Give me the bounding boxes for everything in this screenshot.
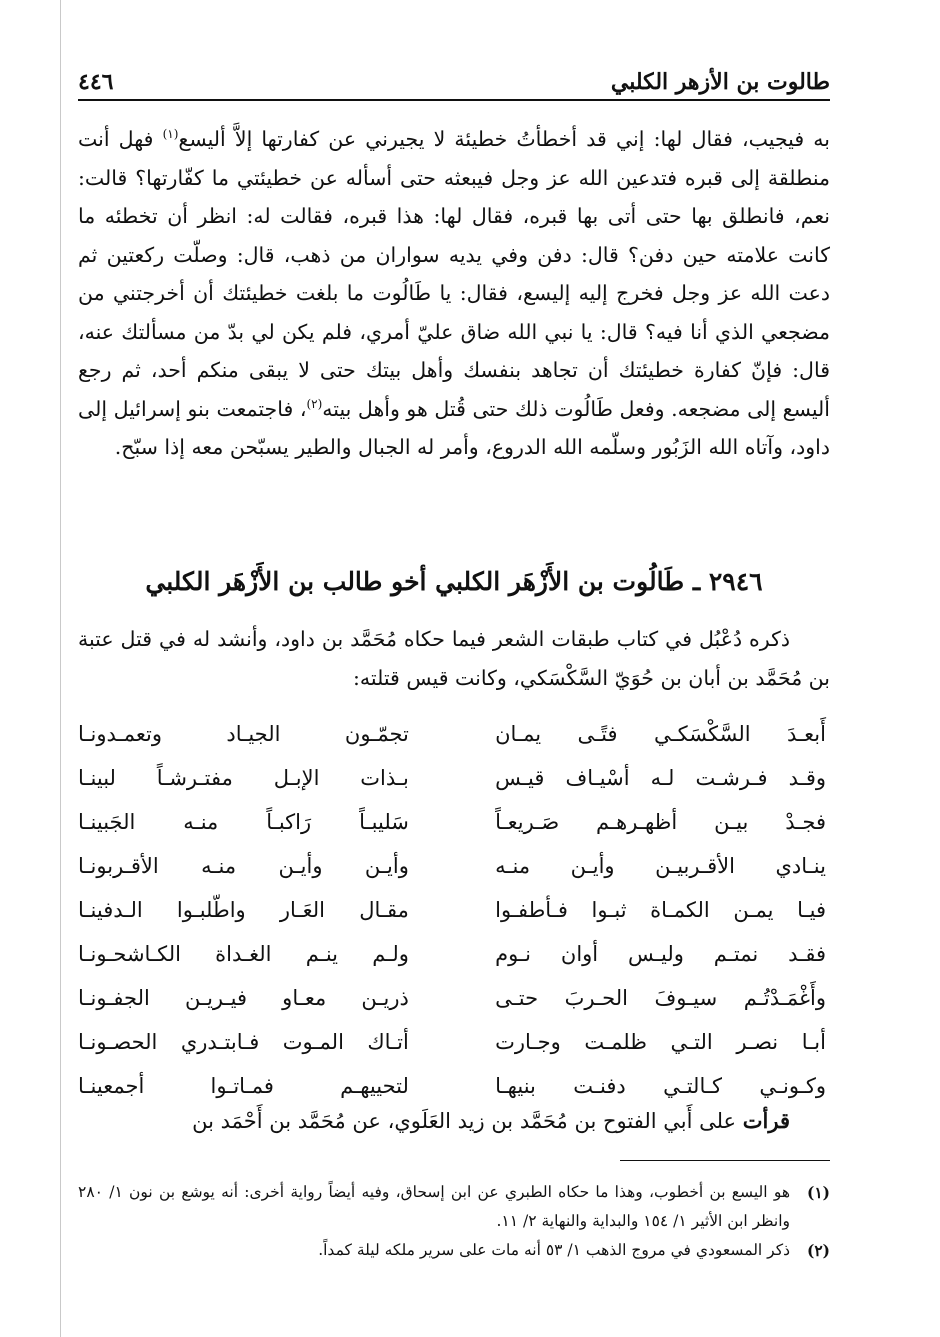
footnote-ref-1[interactable]: (١) <box>162 127 179 142</box>
footnote-2 <box>78 1236 830 1265</box>
footnote-ref-2[interactable]: (٢) <box>306 396 323 411</box>
paragraph <box>78 120 830 467</box>
verse <box>78 888 830 932</box>
running-title: طالوت بن الأزهر الكلبي <box>610 69 830 95</box>
page-number: ٤٤٦ <box>78 69 114 95</box>
verse <box>78 756 830 800</box>
hemistich-second: مقـال العَـار واطّلبـوا الـدفينـا <box>78 898 409 922</box>
hemistich-first: فجـدْ بيـن أظهـرهـم صَـريعـاً <box>495 810 826 834</box>
hemistich-second: ولـم ينـم الغـداة الكـاشحـونـا <box>78 942 409 966</box>
hemistich-first: فيـا يمـن الكمـاة ثبـوا فـأطفـوا <box>495 898 826 922</box>
hemistich-first: فقـد نمتـم وليـس أوان نـوم <box>495 942 826 966</box>
hemistich-second: سَليبـاً رَاكبـاً منـه الجَبينـا <box>78 810 409 834</box>
hemistich-second: تجمّـون الجيـاد وتعمـدونـا <box>78 722 409 746</box>
hemistich-first: ينـادي الأقـربيـن وأيـن منـه <box>495 854 826 878</box>
paragraph-middle: فهل أنت منطلقة إلى قبره فتدعين الله عز وجل فيبعثه حتى أسأله عن خطيئتي ما كفّارتها؟ قالت: نعم، فانطلق بها حتى أتى بها قبره، فقال لها: هذا قبره، فقالت له: انظر أن تخطئه ما كانت علامته حين دفن؟ قال: دفن وفي يديه سواران من ذهب، قال: وصلّت ركعتين ثم دعت الله عز وجل فخرج إليه إليسع، فقال: يا طَالُوت ما بلغت خطيئتك أن أخرجتني من مضجعي الذي أنا فيه؟ قال: يا نبي الله ضاق عليّ أمري، فلم يكن لي بدّ من مسألتك عنه، قال: فإنّ كفارة خطيئتك أن تجاهد بنفسك وأهل بيتك حتى لا يبقى منكم أحد، ثم رجع أليسع إلى مضجعه. وفعل طَالُوت ذلك حتى قُتل هو وأهل بيته <box>78 127 831 421</box>
hemistich-first: وكـونـي كـالتـي دفنـت بنيهـا <box>495 1074 826 1098</box>
entry-intro <box>78 620 830 697</box>
page-edge-line <box>60 0 61 1337</box>
closing-paragraph <box>78 1102 830 1140</box>
footnotes <box>78 1178 830 1265</box>
footnote-text: هو اليسع بن أخطوب، وهذا ما حكاه الطبري عن ابن إسحاق، وفيه أيضاً رواية أخرى: أنه يوشع بن نون ١/ ٢٨٠ وانظر ابن الأثير ١/ ١٥٤ والبداية والنهاية ٢/ ١١. <box>78 1183 791 1230</box>
footnote-number: (١) <box>806 1183 830 1202</box>
footnote-1 <box>78 1178 830 1236</box>
hemistich-second: وأيـن وأيـن منـه الأقـربونـا <box>78 854 409 878</box>
footnote-text: ذكر المسعودي في مروج الذهب ١/ ٥٣ أنه مات على سرير ملكه ليلة كمداً. <box>318 1241 790 1259</box>
hemistich-second: ذريـن معـاو فيـريـن الجفـونـا <box>78 986 409 1010</box>
footnote-separator <box>620 1160 830 1161</box>
verse <box>78 712 830 756</box>
closing-text <box>78 1102 830 1140</box>
poem <box>78 712 830 1108</box>
hemistich-first: أبـا نصـر التـي ظلمـت وجـارت <box>495 1030 826 1054</box>
closing-body: على أَبي الفتوح بن مُحَمَّد بن زيد العَلَوي، عن مُحَمَّد بن أَحْمَد بن <box>192 1109 743 1133</box>
hemistich-first: وأَغْمَـدْتُـم سيـوفَ الحـربَ حتـى <box>495 986 826 1010</box>
page-header <box>78 55 830 101</box>
hemistich-first: وقـد فـرشـت لـه أسْيـاف قيـس <box>495 766 826 790</box>
hemistich-first: أَبعـدَ السَّكْسَكـي فتًـى يمـان <box>495 722 826 746</box>
footnote-number: (٢) <box>806 1241 830 1260</box>
verse <box>78 800 830 844</box>
main-paragraph <box>78 120 830 467</box>
hemistich-second: لتحييهـم فمـاتـوا أجمعينـا <box>78 1074 409 1098</box>
hemistich-second: أتـاك المـوت فـابتـدري الحصـونـا <box>78 1030 409 1054</box>
paragraph-start: به فيجيب، فقال لها: إني قد أخطأتُ خطيئة لا يجيرني عن كفارتها إلاَّ أليسع <box>178 127 830 151</box>
entry-heading: ٢٩٤٦ ـ طَالُوت بن الأَزْهَر الكلبي أخو طالب بن الأَزْهَر الكلبي <box>145 567 763 596</box>
verse <box>78 844 830 888</box>
paragraph-end: ، فاجتمعت بنو إسرائيل إلى داود، وآتاه الله الزَبُور وسلّمه الله الدروع، وأمر له الجبال والطير يسبّحن معه إذا سبّح. <box>78 396 830 459</box>
verse <box>78 1020 830 1064</box>
hemistich-second: بـذات الإبـل مفتـرشـاً لبينـا <box>78 766 409 790</box>
intro-text: ذكره دُعْبُل في كتاب طبقات الشعر فيما حكاه مُحَمَّد بن داود، وأنشد له في قتل عتبة بن مُحَمَّد بن أبان بن حُوَيّ السَّكْسَكي، وكانت قيس قتلته: <box>78 627 830 690</box>
closing-lead: قرأت <box>742 1108 790 1133</box>
verse <box>78 976 830 1020</box>
verse <box>78 932 830 976</box>
